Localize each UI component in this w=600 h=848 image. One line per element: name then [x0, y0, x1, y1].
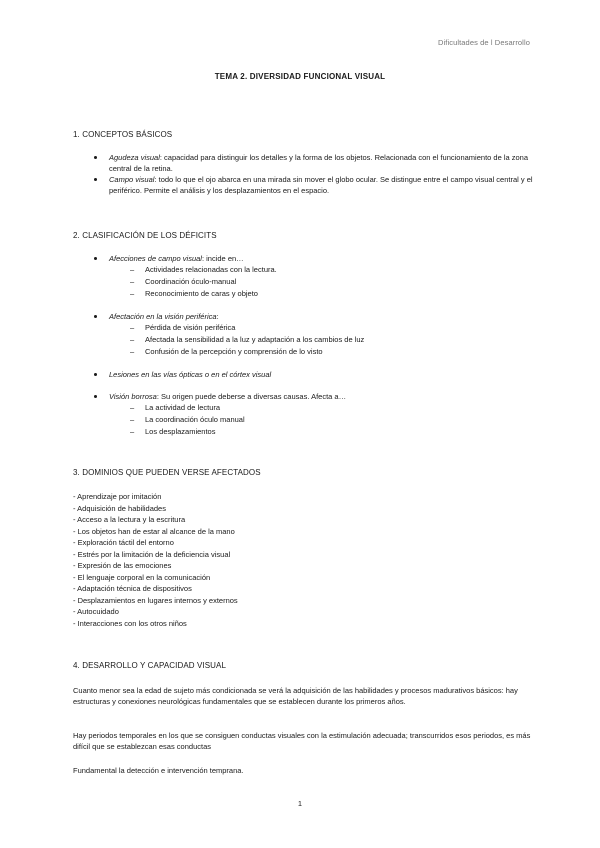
sublist-item: – Coordinación óculo-manual	[130, 276, 534, 288]
list-item: - Aprendizaje por imitación	[73, 492, 162, 501]
sublist-item: – Afectada la sensibilidad a la luz y adaptación a los cambios de luz	[130, 334, 534, 346]
sublist	[109, 402, 534, 438]
list-item: - Desplazamientos en lugares internos y externos	[73, 595, 238, 605]
sublist-item: – Actividades relacionadas con la lectura.	[130, 264, 534, 276]
domains-list	[73, 491, 238, 629]
definition: : todo lo que el ojo abarca en una mirada sin mover el globo ocular. Se distingue entre el campo visual central y el periférico. Permite el análisis y los desplazamientos en el espacio.	[109, 175, 533, 195]
definition: : Su origen puede deberse a diversas causas. Afecta a…	[156, 392, 347, 401]
list-item: - Estrés por la limitación de la deficiencia visual	[73, 549, 231, 559]
list-item: - Adaptación técnica de dispositivos	[73, 584, 192, 593]
list-item	[94, 311, 534, 358]
document-title: TEMA 2. DIVERSIDAD FUNCIONAL VISUAL	[214, 72, 386, 81]
sublist-item: – Reconocimiento de caras y objeto	[130, 288, 534, 300]
list-item: - El lenguaje corporal en la comunicación	[73, 572, 211, 582]
sublist-item: – Pérdida de visión periférica	[130, 322, 534, 334]
sublist	[109, 322, 534, 358]
section-heading-desarrollo: 4. DESARROLLO Y CAPACIDAD VISUAL	[73, 661, 227, 670]
sublist-item: – La actividad de lectura	[130, 402, 534, 414]
list-item	[94, 253, 534, 300]
list-item: - Los objetos han de estar al alcance de la mano	[73, 526, 235, 536]
sublist	[109, 264, 534, 300]
sublist-item: – Los desplazamientos	[130, 426, 534, 438]
paragraph: Cuanto menor sea la edad de sujeto más condicionada se verá la adquisición de las habilidades y procesos madurativos básicos: hay estructuras y conexiones neurológicas fundamentales que se establecen durante los primeros años.	[73, 686, 518, 706]
concepts-list	[94, 152, 534, 196]
list-item: - Expresión de las emociones	[73, 561, 172, 570]
sublist-item: – La coordinación óculo manual	[130, 414, 534, 426]
list-item: - Adquisición de habilidades	[73, 503, 166, 513]
list-item: - Exploración táctil del entorno	[73, 538, 174, 547]
deficits-list	[94, 253, 534, 449]
section-heading-clasificacion: 2. CLASIFICACIÓN DE LOS DÉFICITS	[73, 231, 217, 240]
definition: : incide en…	[201, 254, 244, 263]
paragraph: Fundamental la detección e intervención temprana.	[73, 766, 244, 775]
list-item: - Autocuidado	[73, 607, 119, 616]
page-number: 1	[297, 799, 303, 808]
term: Visión borrosa	[109, 392, 157, 401]
term: Campo visual	[109, 175, 155, 184]
definition: : capacidad para distinguir los detalles y la forma de los objetos. Relacionada con el funcionamiento de la zona central de la retina.	[109, 153, 529, 173]
list-item: - Interacciones con los otros niños	[73, 618, 187, 628]
section-heading-conceptos: 1. CONCEPTOS BÁSICOS	[73, 130, 173, 139]
paragraph: Hay periodos temporales en los que se consiguen conductas visuales con la estimulación adecuada; transcurridos esos periodos, es más difícil que se establezcan esas conductas	[73, 731, 531, 751]
term: Afectación en la visión periférica	[109, 312, 217, 321]
section-heading-dominios: 3. DOMINIOS QUE PUEDEN VERSE AFECTADOS	[73, 468, 261, 477]
term: Agudeza visual	[109, 153, 160, 162]
list-item	[94, 152, 534, 174]
running-header: Dificultades de l Desarrollo	[437, 38, 530, 47]
definition: :	[216, 312, 219, 321]
list-item: - Acceso a la lectura y la escritura	[73, 515, 186, 524]
list-item	[94, 174, 534, 196]
sublist-item: – Confusión de la percepción y comprensión de lo visto	[130, 346, 534, 358]
list-item	[94, 391, 534, 438]
term: Afecciones de campo visual	[109, 254, 202, 263]
term: Lesiones en las vías ópticas o en el córtex visual	[109, 370, 272, 379]
list-item	[94, 369, 534, 380]
